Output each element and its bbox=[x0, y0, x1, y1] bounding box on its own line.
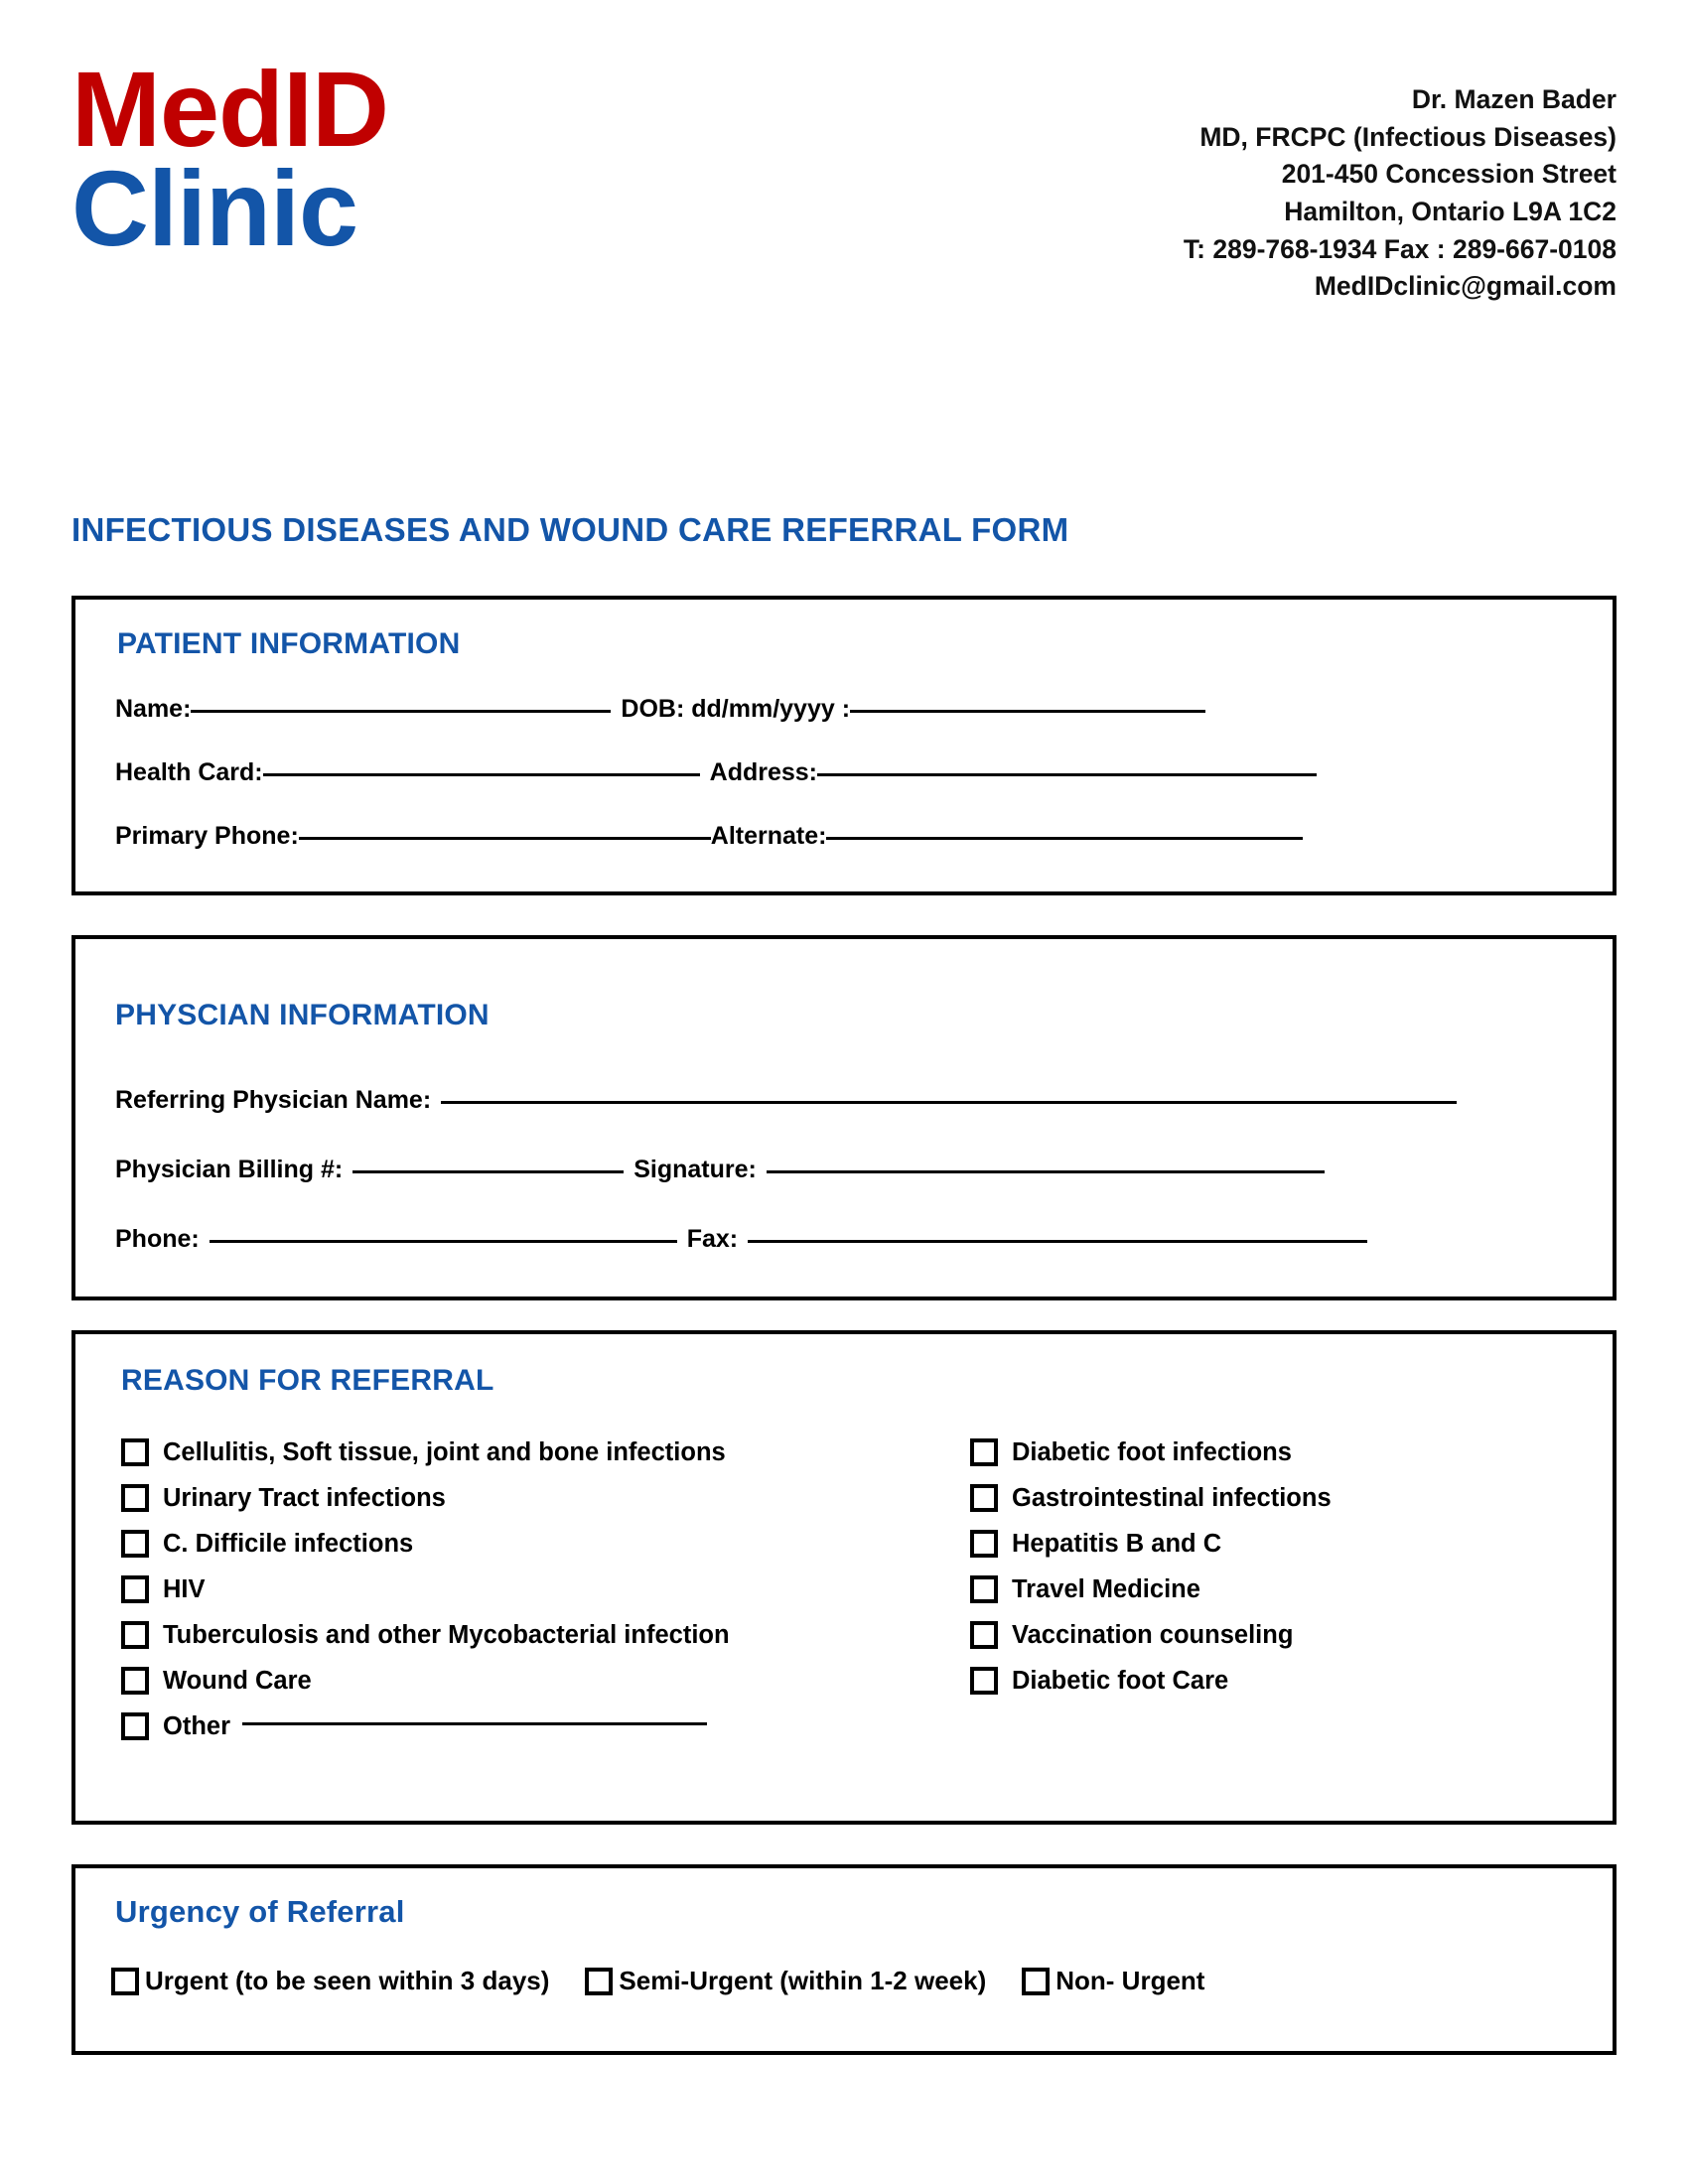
checkbox-vaccination-counseling[interactable] bbox=[970, 1621, 998, 1649]
label-address: Address: bbox=[709, 758, 818, 786]
checkbox-gastrointestinal[interactable] bbox=[970, 1484, 998, 1512]
contact-phone-fax: T: 289-768-1934 Fax : 289-667-0108 bbox=[1183, 233, 1617, 264]
checkbox-c-difficile[interactable] bbox=[121, 1530, 149, 1558]
checkbox-label-hepatitis: Hepatitis B and C bbox=[1012, 1529, 1222, 1558]
input-name[interactable] bbox=[191, 710, 611, 713]
checkbox-row-non-urgent[interactable] bbox=[1022, 1966, 1204, 1996]
physician-fields bbox=[115, 1086, 1587, 1295]
checkbox-diabetic-foot-infections[interactable] bbox=[970, 1438, 998, 1466]
input-address[interactable] bbox=[817, 773, 1317, 776]
form-title: INFECTIOUS DISEASES AND WOUND CARE REFERRAL FORM bbox=[71, 511, 1069, 548]
checkbox-other[interactable] bbox=[121, 1712, 149, 1740]
checkbox-label-wound-care: Wound Care bbox=[163, 1666, 312, 1695]
input-physician-billing-number[interactable] bbox=[352, 1170, 624, 1173]
checkbox-label-urinary-tract: Urinary Tract infections bbox=[163, 1483, 446, 1512]
field-row-billing-signature bbox=[115, 1156, 1587, 1225]
checkbox-wound-care[interactable] bbox=[121, 1667, 149, 1695]
checkbox-row-diabetic-foot-infections[interactable] bbox=[970, 1430, 1593, 1475]
checkbox-label-travel-medicine: Travel Medicine bbox=[1012, 1574, 1200, 1603]
checkbox-label-tuberculosis: Tuberculosis and other Mycobacterial infection bbox=[163, 1620, 730, 1649]
checkbox-label-urgent: Urgent (to be seen within 3 days) bbox=[145, 1966, 550, 1995]
physician-information-section bbox=[71, 935, 1617, 1300]
checkbox-row-hiv[interactable] bbox=[121, 1567, 970, 1612]
contact-email: MedIDclinic@gmail.com bbox=[1314, 271, 1617, 302]
checkbox-non-urgent[interactable] bbox=[1022, 1968, 1050, 1995]
checkbox-row-travel-medicine[interactable] bbox=[970, 1567, 1593, 1612]
checkbox-row-wound-care[interactable] bbox=[121, 1658, 970, 1704]
input-other-reason[interactable] bbox=[242, 1722, 707, 1725]
page-header bbox=[0, 49, 1688, 377]
checkbox-row-other[interactable] bbox=[121, 1704, 970, 1749]
label-alternate: Alternate: bbox=[710, 822, 827, 850]
checkbox-row-urgent[interactable] bbox=[111, 1966, 549, 1996]
input-primary-phone[interactable] bbox=[299, 837, 711, 840]
checkbox-label-other: Other bbox=[163, 1711, 231, 1740]
checkbox-label-diabetic-foot-infections: Diabetic foot infections bbox=[1012, 1437, 1292, 1466]
checkbox-label-hiv: HIV bbox=[163, 1574, 206, 1603]
checkbox-label-vaccination-counseling: Vaccination counseling bbox=[1012, 1620, 1294, 1649]
contact-credentials: MD, FRCPC (Infectious Diseases) bbox=[1199, 121, 1617, 152]
checkbox-row-semi-urgent[interactable] bbox=[585, 1966, 986, 1996]
urgency-of-referral-section bbox=[71, 1864, 1617, 2055]
input-physician-phone[interactable] bbox=[210, 1240, 677, 1243]
checkbox-diabetic-foot-care[interactable] bbox=[970, 1667, 998, 1695]
input-signature[interactable] bbox=[767, 1170, 1325, 1173]
input-physician-fax[interactable] bbox=[748, 1240, 1367, 1243]
label-referring-physician-name: Referring Physician Name: bbox=[115, 1086, 432, 1114]
checkbox-urgent[interactable] bbox=[111, 1968, 139, 1995]
patient-section-heading: PATIENT INFORMATION bbox=[117, 627, 461, 660]
clinic-contact-block bbox=[961, 81, 1617, 306]
patient-information-section bbox=[71, 596, 1617, 895]
checkbox-label-cellulitis: Cellulitis, Soft tissue, joint and bone infections bbox=[163, 1437, 726, 1466]
checkbox-hiv[interactable] bbox=[121, 1575, 149, 1603]
checkbox-row-c-difficile[interactable] bbox=[121, 1521, 970, 1567]
checkbox-row-cellulitis[interactable] bbox=[121, 1430, 970, 1475]
physician-section-heading: PHYSCIAN INFORMATION bbox=[115, 999, 490, 1031]
input-health-card[interactable] bbox=[263, 773, 700, 776]
urgency-section-heading: Urgency of Referral bbox=[115, 1894, 405, 1929]
checkbox-label-diabetic-foot-care: Diabetic foot Care bbox=[1012, 1666, 1229, 1695]
checkbox-row-tuberculosis[interactable] bbox=[121, 1612, 970, 1658]
label-primary-phone: Primary Phone: bbox=[115, 822, 299, 850]
checkbox-row-urinary-tract[interactable] bbox=[121, 1475, 970, 1521]
input-dob[interactable] bbox=[850, 710, 1205, 713]
checkbox-row-hepatitis[interactable] bbox=[970, 1521, 1593, 1567]
clinic-logo bbox=[71, 49, 388, 269]
label-physician-fax: Fax: bbox=[686, 1225, 739, 1253]
field-row-name bbox=[115, 695, 1587, 758]
checkbox-label-c-difficile: C. Difficile infections bbox=[163, 1529, 414, 1558]
reason-column-right bbox=[970, 1430, 1593, 1749]
field-row-primary-phone bbox=[115, 822, 1587, 886]
patient-fields bbox=[115, 695, 1587, 886]
checkbox-row-diabetic-foot-care[interactable] bbox=[970, 1658, 1593, 1704]
label-signature: Signature: bbox=[633, 1156, 757, 1183]
contact-street-address: 201-450 Concession Street bbox=[1281, 159, 1617, 190]
label-physician-phone: Phone: bbox=[115, 1225, 200, 1253]
input-referring-physician-name[interactable] bbox=[441, 1101, 1457, 1104]
field-row-health-card bbox=[115, 758, 1587, 822]
label-health-card: Health Card: bbox=[115, 758, 263, 786]
label-physician-billing-number: Physician Billing #: bbox=[115, 1156, 344, 1183]
checkbox-row-vaccination-counseling[interactable] bbox=[970, 1612, 1593, 1658]
checkbox-travel-medicine[interactable] bbox=[970, 1575, 998, 1603]
checkbox-label-gastrointestinal: Gastrointestinal infections bbox=[1012, 1483, 1332, 1512]
label-dob: DOB: dd/mm/yyyy : bbox=[621, 695, 851, 723]
urgency-options bbox=[111, 1966, 1240, 1996]
checkbox-tuberculosis[interactable] bbox=[121, 1621, 149, 1649]
reason-for-referral-section bbox=[71, 1330, 1617, 1825]
reason-section-heading: REASON FOR REFERRAL bbox=[121, 1364, 494, 1397]
checkbox-semi-urgent[interactable] bbox=[585, 1968, 613, 1995]
label-name: Name: bbox=[115, 695, 192, 723]
logo-text-med: MedID bbox=[71, 49, 388, 169]
checkbox-urinary-tract[interactable] bbox=[121, 1484, 149, 1512]
checkbox-row-gastrointestinal[interactable] bbox=[970, 1475, 1593, 1521]
checkbox-label-non-urgent: Non- Urgent bbox=[1055, 1966, 1205, 1995]
field-row-referring-physician bbox=[115, 1086, 1587, 1156]
checkbox-hepatitis[interactable] bbox=[970, 1530, 998, 1558]
reason-checkbox-columns bbox=[121, 1430, 1593, 1749]
logo-text-clinic: Clinic bbox=[71, 148, 358, 269]
checkbox-label-semi-urgent: Semi-Urgent (within 1-2 week) bbox=[619, 1966, 987, 1995]
contact-city-postal: Hamilton, Ontario L9A 1C2 bbox=[1284, 196, 1617, 226]
input-alternate-phone[interactable] bbox=[826, 837, 1303, 840]
checkbox-cellulitis[interactable] bbox=[121, 1438, 149, 1466]
reason-column-left bbox=[121, 1430, 970, 1749]
contact-doctor-name: Dr. Mazen Bader bbox=[1411, 84, 1617, 114]
field-row-phone-fax bbox=[115, 1225, 1587, 1295]
